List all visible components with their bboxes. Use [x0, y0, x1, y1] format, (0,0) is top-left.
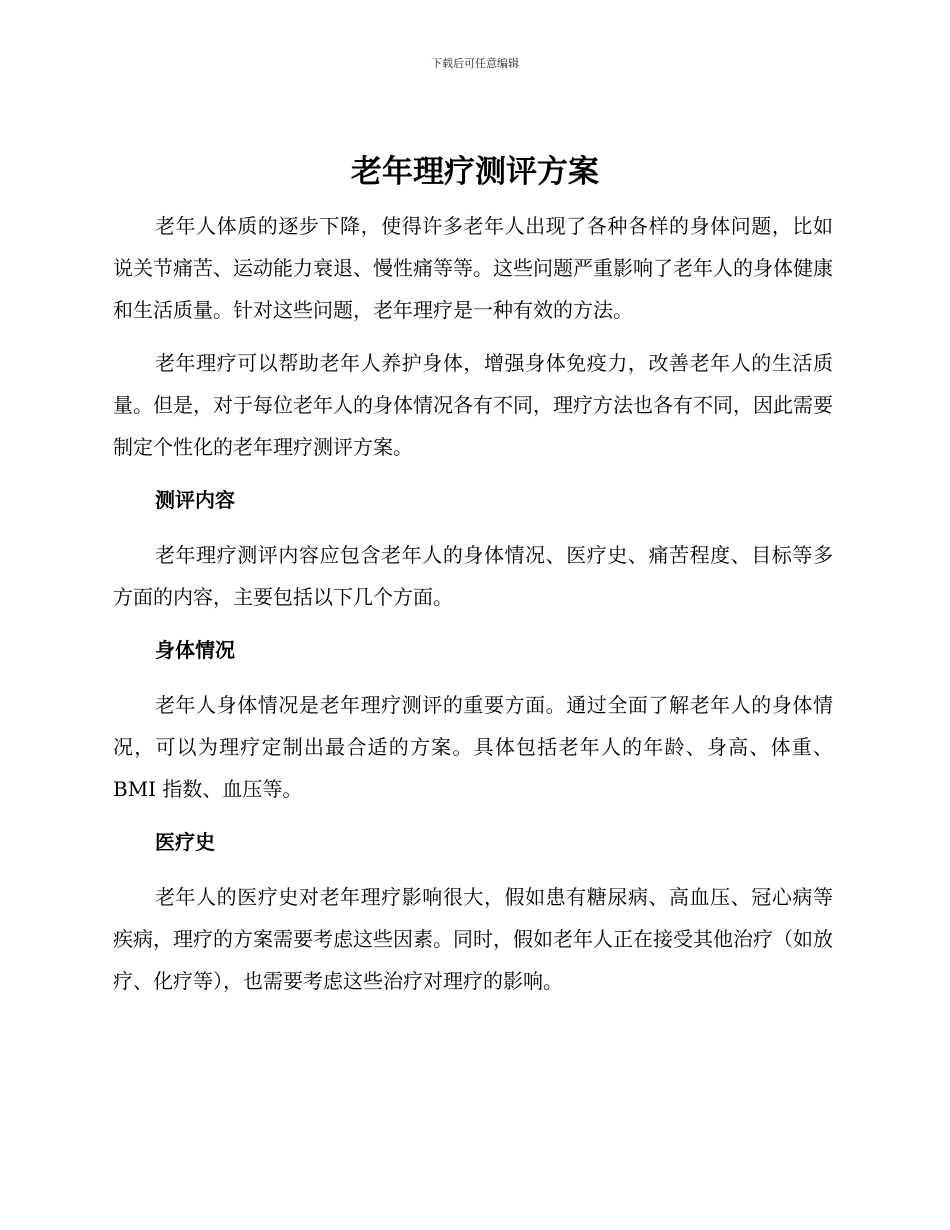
section-heading-physical-condition: 身体情况 — [155, 638, 235, 662]
section-body-physical-condition: 老年人身体情况是老年理疗测评的重要方面。通过全面了解老年人的身体情况，可以为理疗定制出最合适的方案。具体包括老年人的年龄、身高、体重、BMI 指数、血压等。 — [113, 693, 833, 801]
section-body-assessment-content: 老年理疗测评内容应包含老年人的身体情况、医疗史、痛苦程度、目标等多方面的内容，主要包括以下几个方面。 — [113, 543, 833, 609]
page-header-note: 下载后可任意编辑 — [431, 57, 519, 70]
section-body-medical-history: 老年人的医疗史对老年理疗影响很大，假如患有糖尿病、高血压、冠心病等疾病，理疗的方案需要考虑这些因素。同时，假如老年人正在接受其他治疗（如放疗、化疗等），也需要考虑这些治疗对理疗的影响。 — [113, 885, 833, 993]
section-heading-assessment-content: 测评内容 — [155, 488, 235, 512]
intro-paragraph-2: 老年理疗可以帮助老年人养护身体，增强身体免疫力，改善老年人的生活质量。但是，对于每位老年人的身体情况各有不同，理疗方法也各有不同，因此需要制定个性化的老年理疗测评方案。 — [113, 351, 833, 459]
section-heading-medical-history: 医疗史 — [155, 830, 215, 854]
document-title: 老年理疗测评方案 — [351, 154, 599, 190]
intro-paragraph-1: 老年人体质的逐步下降，使得许多老年人出现了各种各样的身体问题，比如说关节痛苦、运动能力衰退、慢性痛等等。这些问题严重影响了老年人的身体健康和生活质量。针对这些问题，老年理疗是一种有效的方法。 — [113, 214, 833, 322]
document-body — [113, 205, 833, 1013]
